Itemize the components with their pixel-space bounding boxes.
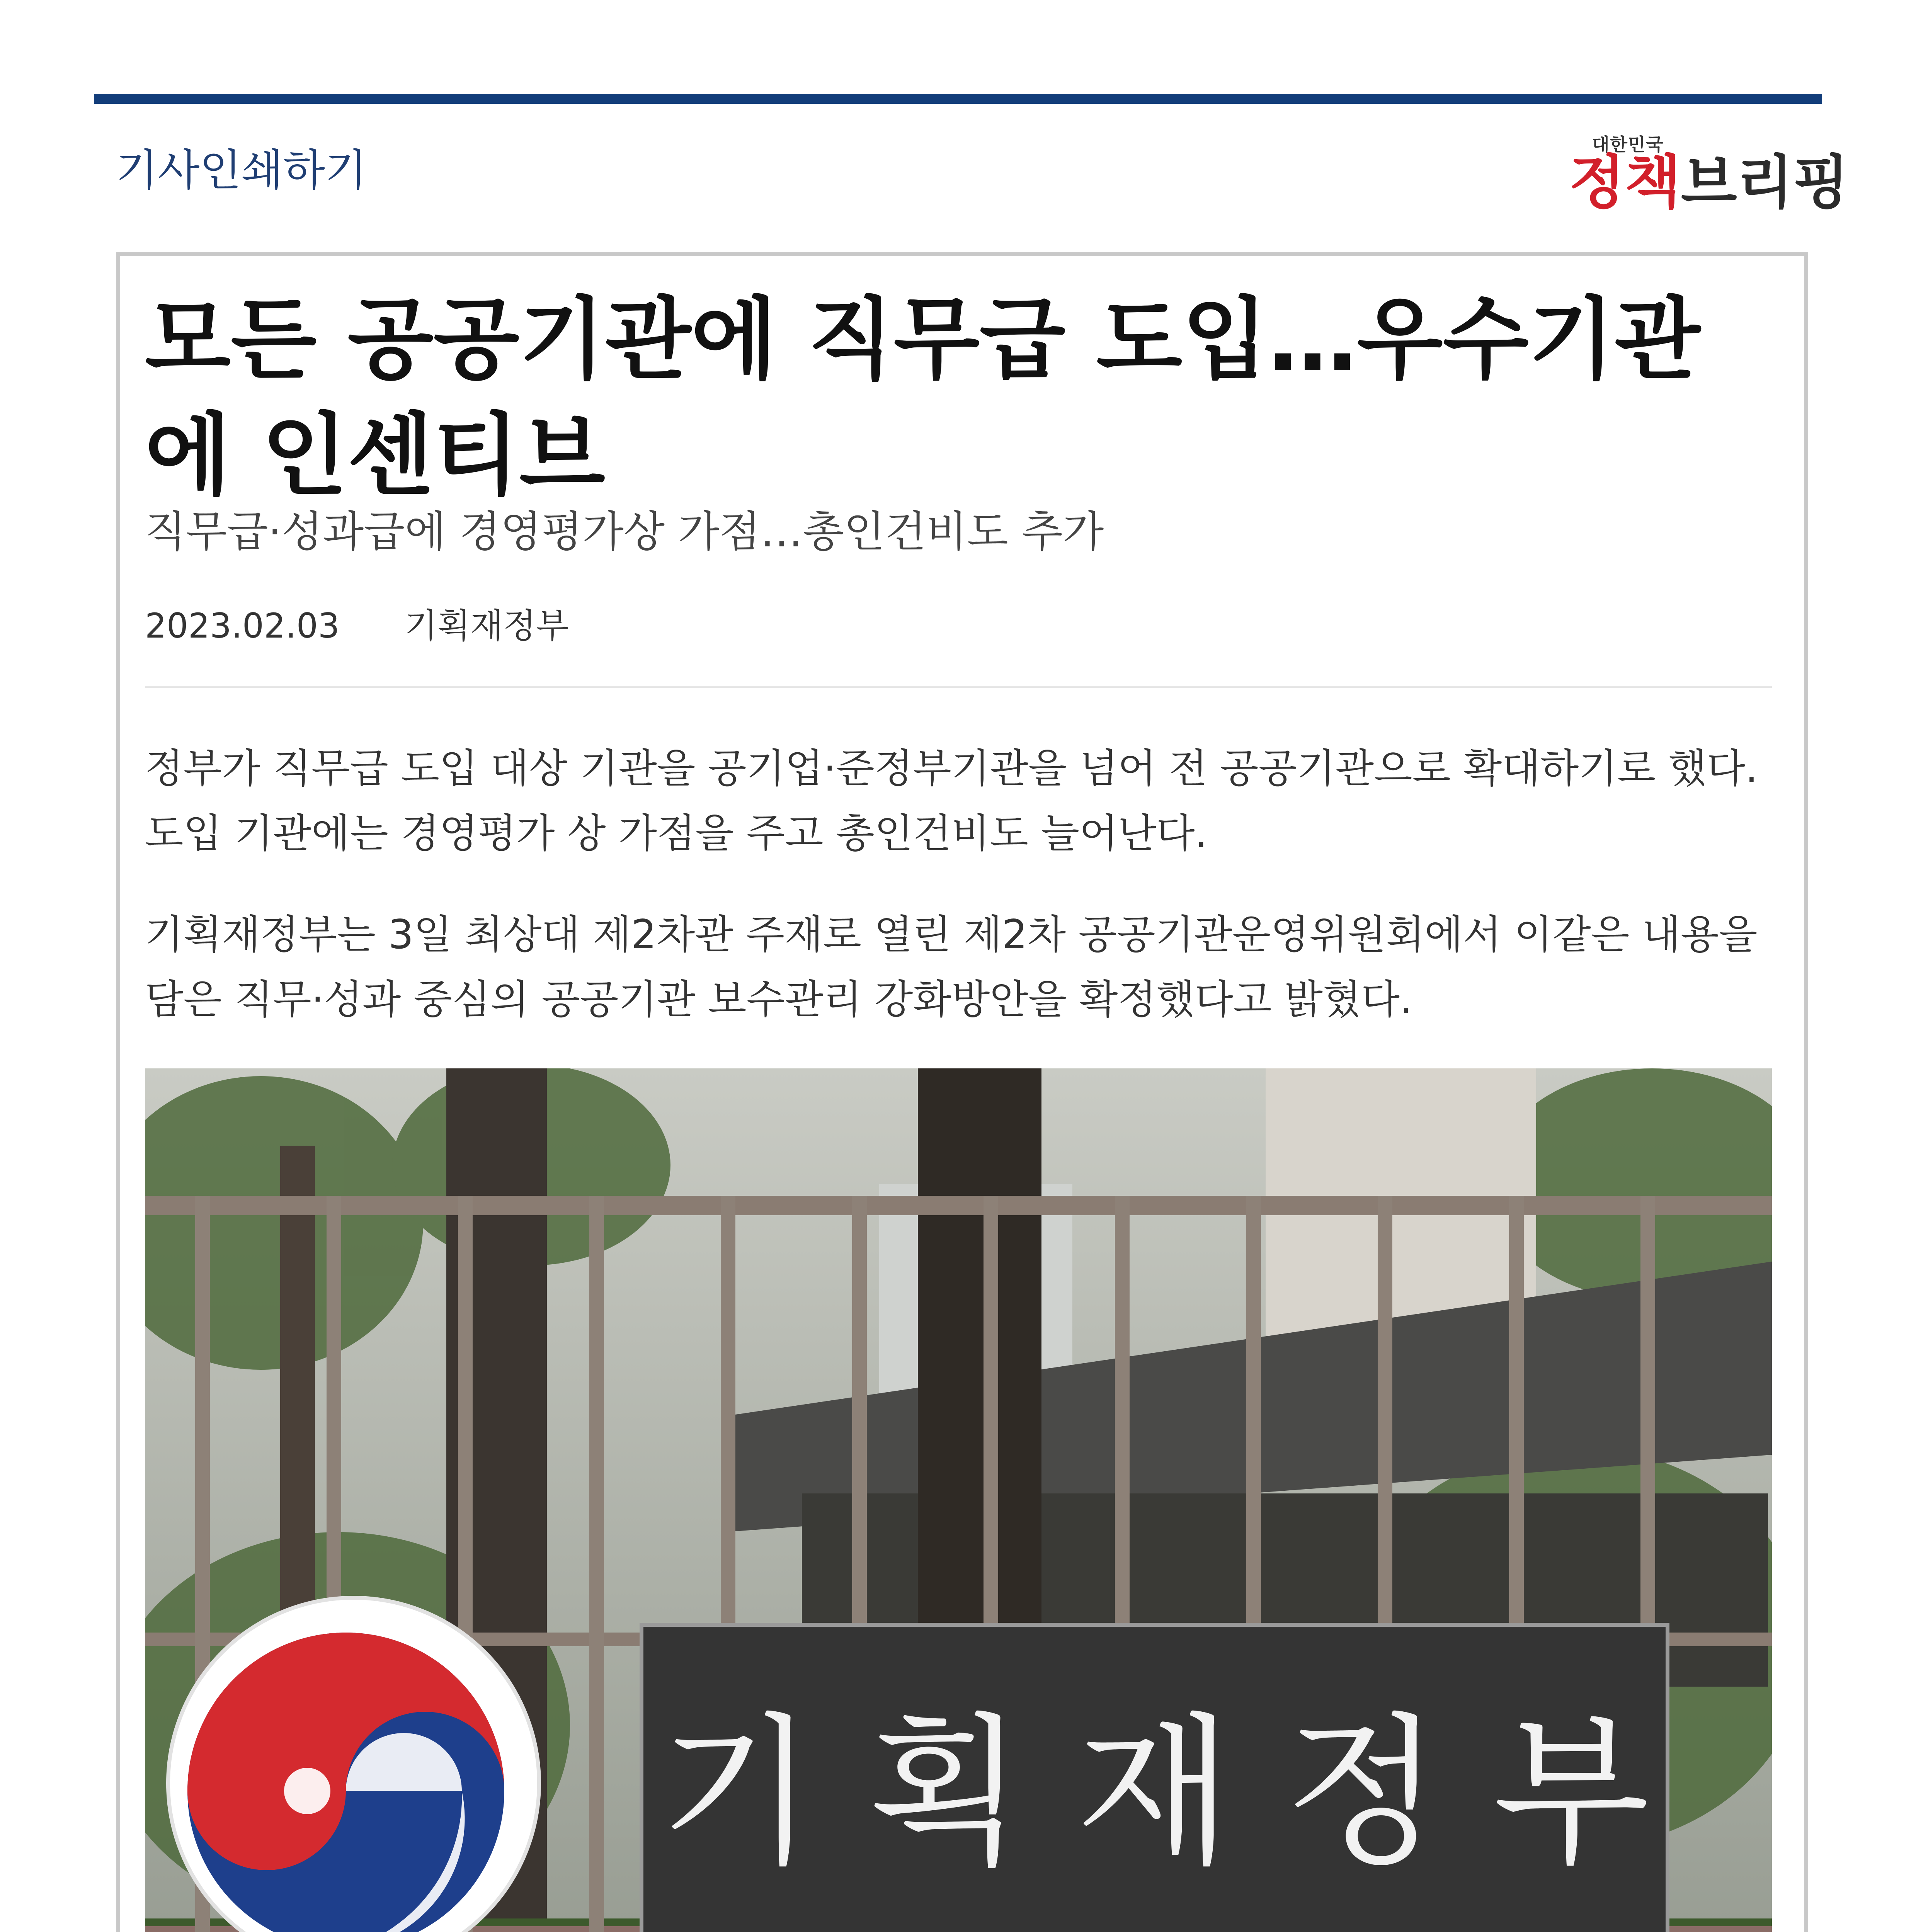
article-meta bbox=[145, 599, 569, 648]
paragraph-2: 기획재정부는 3일 최상대 제2차관 주재로 열린 제2차 공공기관운영위원회에서 이같은 내용을 담은 직무·성과 중심의 공공기관 보수관리 강화방안을 확정했다고 밝혔다. bbox=[145, 912, 1758, 1023]
policy-briefing-logo[interactable] bbox=[1569, 131, 1849, 216]
article-date: 2023.02.03 bbox=[145, 606, 340, 646]
meta-divider bbox=[145, 686, 1772, 688]
print-article-label[interactable]: 기사인쇄하기 bbox=[116, 145, 367, 196]
logo-red-text: 정책 bbox=[1569, 149, 1681, 216]
top-rule bbox=[94, 94, 1822, 104]
article-title: 모든 공공기관에 직무급 도입…우수기관에 인센티브 bbox=[145, 288, 1701, 507]
article-subtitle: 직무급·성과급에 경영평가상 가점…총인건비도 추가 bbox=[145, 507, 1104, 556]
logo-dark-text: 브리핑 bbox=[1681, 149, 1849, 216]
sign-text: 기 획 재 정 부 bbox=[659, 1699, 1650, 1888]
article-source: 기획재정부 bbox=[404, 606, 569, 646]
logo-main-text bbox=[1569, 149, 1849, 216]
paragraph-1: 정부가 직무급 도입 대상 기관을 공기업·준정부기관을 넘어 전 공공기관으로 확대하기로 했다. 도입 기관에는 경영평가 상 가점을 주고 총인건비도 늘어난다. bbox=[145, 745, 1758, 857]
logo-small-text: 대한민국 bbox=[1592, 134, 1664, 155]
article-photo bbox=[145, 1068, 1772, 1932]
